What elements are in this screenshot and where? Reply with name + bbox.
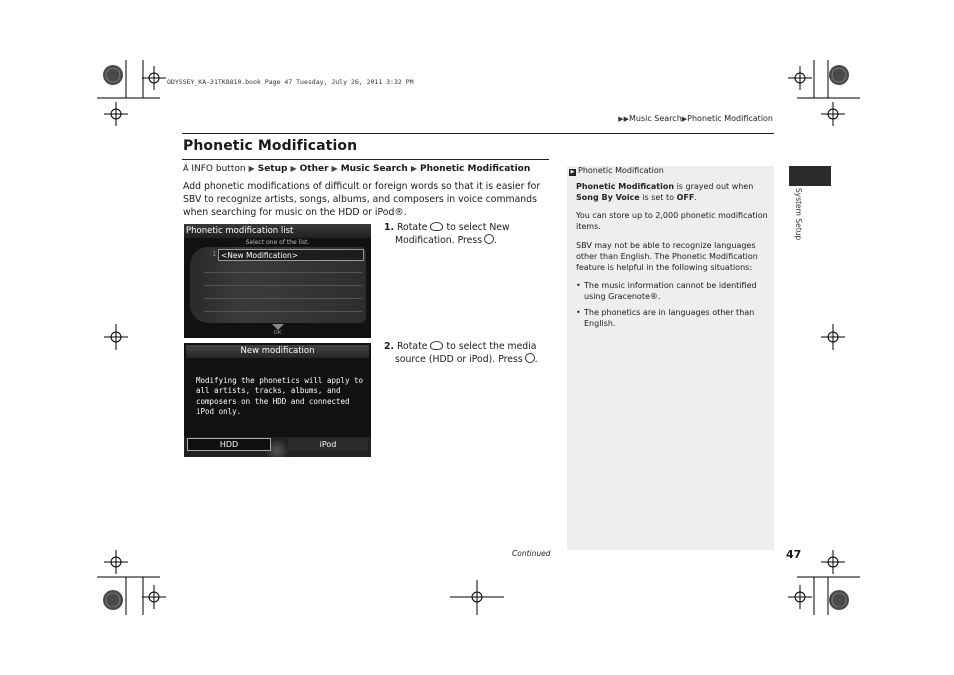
- screenshot-new-modification: [184, 343, 371, 457]
- screen-header: Phonetic modification list: [184, 224, 371, 238]
- breadcrumb: [618, 114, 773, 123]
- list-divider: [204, 272, 362, 273]
- info-button-icon: Ӓ: [183, 164, 189, 173]
- side-note-text: .: [694, 193, 697, 202]
- side-note-term: OFF: [676, 193, 695, 202]
- printer-slug: ODYSSEY_KA-31TK8810.book Page 47 Tuesday, July 26, 2011 3:32 PM: [167, 78, 414, 86]
- side-note-bullet: • The music information cannot be identified using Gracenote®.: [576, 280, 768, 302]
- side-note-term: Song By Voice: [576, 193, 640, 202]
- nav-step: Setup: [257, 164, 288, 174]
- step-text: Rotate: [397, 222, 428, 233]
- press-icon: [525, 353, 535, 363]
- screen-message: Modifying the phonetics will apply to all artists, tracks, albums, and composers on the HDD and connected iPod only.: [196, 376, 364, 417]
- title-rule: [182, 133, 774, 134]
- hdd-button[interactable]: HDD: [187, 438, 271, 451]
- step-text: .: [534, 354, 538, 365]
- step-text: ). Press: [488, 354, 523, 365]
- continued-label: Continued: [512, 549, 551, 558]
- step-text: or: [453, 354, 470, 365]
- screen-header: New modification: [186, 345, 369, 358]
- step-text: Rotate: [397, 341, 428, 352]
- arrow-icon: ▶: [681, 115, 688, 123]
- page-number: 47: [786, 548, 802, 561]
- step-option: iPod: [469, 354, 489, 365]
- list-divider: [204, 298, 362, 299]
- step-1: [384, 221, 565, 247]
- side-note-text: is grayed out when: [674, 182, 754, 191]
- ok-indicator: [184, 324, 371, 338]
- press-icon: [484, 234, 494, 244]
- arrow-icon: ▶▶: [618, 115, 629, 123]
- list-divider: [204, 311, 362, 312]
- side-note-bullet: • The phonetics are in languages other than English.: [576, 307, 768, 329]
- ok-label: OK: [273, 330, 282, 336]
- page-title: Phonetic Modification: [183, 138, 358, 154]
- side-note-title: Phonetic Modification: [578, 166, 664, 175]
- step-text: to select: [446, 222, 487, 233]
- side-note-p2: You can store up to 2,000 phonetic modification items.: [576, 211, 768, 231]
- side-note-heading: [569, 166, 664, 176]
- step-2: [384, 340, 565, 366]
- side-note-p3: SBV may not be able to recognize languages other than English. The Phonetic Modification feature is helpful in the following situations:: [576, 241, 758, 272]
- section-tab: [789, 166, 831, 186]
- step-option: HDD: [432, 354, 454, 365]
- side-note-text: is set to: [639, 193, 677, 202]
- screen-subheader: Select one of the list.: [245, 239, 310, 246]
- list-item-new-modification[interactable]: <New Modification>: [218, 249, 364, 261]
- nav-start: INFO button: [191, 164, 246, 174]
- intro-paragraph: Add phonetic modifications of difficult or foreign words so that it is easier for SBV to recognize artists, songs, albums, and composers in voice commands when searching for music on the HDD or iPod®.: [183, 181, 541, 219]
- step-text: .: [494, 235, 498, 246]
- section-label: System Setup: [794, 188, 803, 241]
- rotate-knob-icon: [430, 222, 443, 231]
- note-arrow-icon: ▶: [570, 169, 575, 175]
- nav-path: Ӓ INFO button ▶ Setup ▶ Other ▶ Music Search ▶ Phonetic Modification: [183, 164, 531, 174]
- breadcrumb-item: Phonetic Modification: [687, 114, 773, 123]
- nav-step: Phonetic Modification: [419, 164, 531, 174]
- step-number: 2.: [384, 341, 395, 352]
- step-option: New Modification: [395, 222, 510, 246]
- breadcrumb-item: Music Search: [628, 114, 682, 123]
- list-divider: [204, 285, 362, 286]
- title-underline: [182, 159, 549, 160]
- side-note-term: Phonetic Modification: [576, 182, 675, 191]
- ipod-button[interactable]: iPod: [288, 438, 368, 451]
- side-note-p1: [576, 181, 768, 203]
- step-text: . Press: [451, 235, 483, 246]
- nav-step: Music Search: [340, 164, 408, 174]
- screenshot-phonetic-list: [184, 224, 371, 338]
- list-index: 1: [212, 250, 217, 258]
- nav-step: Other: [299, 164, 329, 174]
- step-text: to select the media source (: [395, 341, 537, 365]
- step-number: 1.: [384, 222, 395, 233]
- rotate-knob-icon: [430, 341, 443, 350]
